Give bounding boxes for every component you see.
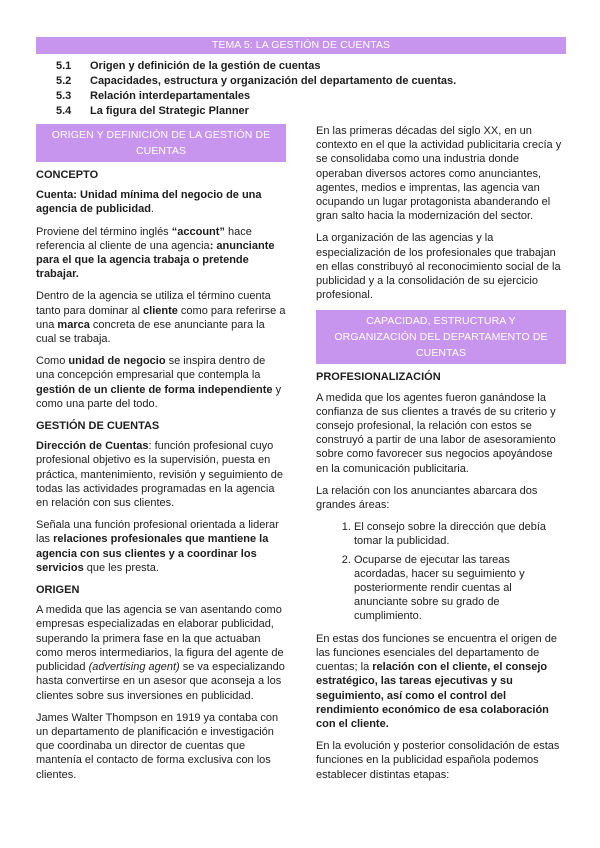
bold-text: cliente (143, 304, 178, 317)
list-item: 1. El consejo sobre la dirección que debía tomar la publicidad. (354, 520, 566, 548)
bold-text: relación con el cliente, el consejo estratégico, las tareas ejecutivas y su seguimiento, así como el control del rendimiento económico de esa colaboración con el cliente. (316, 661, 549, 730)
text: hace referencia al cliente de una agencia (36, 225, 252, 252)
paragraph (36, 518, 286, 575)
paragraph: La relación con los anunciantes abarcara dos grandes áreas: (316, 484, 538, 512)
bold-text: Cuenta: Unidad mínima del negocio de una agencia de publicidad (36, 189, 262, 216)
toc-item (56, 89, 576, 104)
paragraph: James Walter Thompson en 1919 ya contaba con un departamento de planificación e investigación que coordinaba un director de cuentas que mantenía el contacto de forma exclusiva con los clientes. (36, 711, 279, 781)
heading-origen: ORIGEN (36, 584, 80, 597)
numbered-list (316, 520, 566, 623)
toc-number: 5.2 (56, 75, 72, 87)
toc-number: 5.4 (56, 105, 72, 117)
text: Proviene del término inglés (36, 225, 172, 238)
toc-item (56, 59, 576, 74)
paragraph: A medida que los agentes fueron ganándose la confianza de sus clientes a través de su criterio y consejo profesional, la relación con estos se construyó a partir de una labor de asesoramiento sobre como favorecer sus negocios apoyándose en la comunicación publicitaria. (316, 391, 556, 475)
text: se inspira dentro de una concepción empresarial que contempla la (36, 355, 266, 382)
heading-profesionalizacion: PROFESIONALIZACIÓN (316, 371, 441, 384)
bold-text: : anunciante para el que la agencia trabaja o pretende trabajar. (36, 239, 275, 281)
text: Dentro de la agencia se utiliza el término cuenta tanto para dominar al (36, 290, 271, 317)
paragraph (36, 603, 286, 702)
toc-number: 5.1 (56, 60, 72, 72)
section-banner-capacidad: CAPACIDAD, ESTRUCTURA Y ORGANIZACIÓN DEL DEPARTAMENTO DE CUENTAS (316, 310, 566, 364)
toc-label: La figura del Strategic Planner (90, 105, 249, 117)
italic-text: (advertising agent) (88, 661, 180, 674)
toc-item (56, 74, 576, 89)
bold-text: marca (57, 318, 90, 331)
paragraph (36, 289, 286, 346)
paragraph (36, 354, 286, 411)
text: como para referirse a una (36, 304, 286, 331)
bold-text: “account” (171, 225, 225, 238)
paragraph: En las primeras décadas del siglo XX, en un contexto en el que la actividad publicitaria crecía y se consolidaba como una industria donde operaban diversos actores como anunciantes, agentes, medios e imprentas, las agencia van ocupando un lugar protagonista abanderando el gran salto hacia la modernización del sector. (316, 125, 562, 223)
text: se va especializando hasta convertirse en un asesor que aconseja a los clientes sobre sus inversiones en publicidad. (36, 661, 285, 702)
paragraph (36, 225, 286, 282)
paragraph (316, 632, 566, 731)
right-column (316, 124, 566, 790)
text: A medida que las agencia se van asentando como empresas especializadas en elaborar publicidad, superando la primera fase en la que actuaban como meros intermediarios, la figura del agente de publicidad (36, 604, 284, 674)
table-of-contents (56, 59, 576, 119)
paragraph: La organización de las agencias y la especialización de los profesionales que trabajan en ellas constribuyó al reconocimiento social de la publicidad y a la consolidación de su ejercicio profesional. (316, 232, 561, 302)
paragraph: En la evolución y posterior consolidación de estas funciones en la publicidad española podemos establecer distintas etapas: (316, 740, 560, 781)
bold-text: Dirección de Cuentas (36, 440, 149, 453)
chapter-title-banner: TEMA 5: LA GESTIÓN DE CUENTAS (36, 37, 566, 54)
text: Como (36, 355, 69, 368)
text: concreta de ese anunciante para la cual se trabaja. (36, 318, 265, 346)
bold-text: relaciones profesionales que mantiene la agencia con sus clientes y a coordinar los servicios (36, 533, 269, 574)
heading-concepto: CONCEPTO (36, 169, 99, 181)
toc-label: Capacidades, estructura y organización del departamento de cuentas. (90, 75, 457, 87)
paragraph (36, 188, 286, 216)
bold-text: gestión de un cliente de forma independiente (36, 383, 273, 396)
text: En estas dos funciones se encuentra el origen de las funciones esenciales del departamento de cuentas; la (316, 632, 557, 674)
section-banner-origen: ORIGEN Y DEFINICIÓN DE LA GESTIÓN DE CUENTAS (36, 124, 286, 162)
left-column (36, 124, 286, 790)
list-item: 2. Ocuparse de ejecutar las tareas acordadas, hacer su seguimiento y posteriormente rendir cuentas al anunciante sobre su grado de cumplimiento. (354, 553, 566, 624)
text: que les presta. (83, 561, 159, 574)
toc-label: Origen y definición de la gestión de cuentas (90, 60, 321, 72)
text: . (150, 203, 154, 216)
text: y como una parte del todo. (36, 383, 282, 410)
toc-number: 5.3 (56, 90, 72, 102)
bold-text: unidad de negocio (68, 355, 166, 368)
toc-item (56, 104, 576, 119)
heading-gestion: GESTIÓN DE CUENTAS (36, 420, 160, 433)
text: Señala una función profesional orientada a liderar las (36, 519, 279, 546)
toc-label: Relación interdepartamentales (90, 90, 251, 102)
text: : función profesional cuyo profesional objetivo es la supervisión, puesta en práctica, mantenimiento, revisión y seguimiento de todas las actividades programadas en la agencia en relación con sus clientes. (36, 440, 284, 510)
paragraph (36, 439, 286, 510)
